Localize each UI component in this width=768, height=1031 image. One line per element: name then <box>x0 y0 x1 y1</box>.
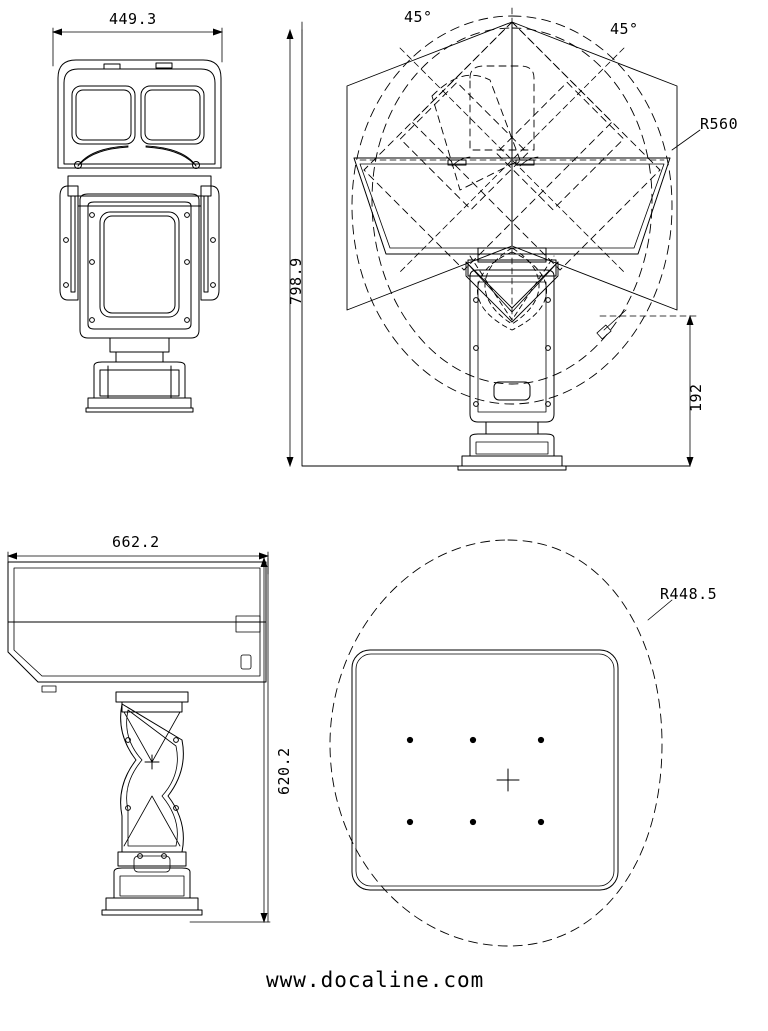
rotation-view-geometry <box>290 8 700 470</box>
dimension-label-798-9: 798.9 <box>287 257 305 305</box>
dimension-label-662-2: 662.2 <box>112 533 160 551</box>
top-view-geometry <box>330 540 672 946</box>
dimension-label-192: 192 <box>687 383 705 412</box>
dimension-label-angle-left: 45° <box>404 8 433 26</box>
front-view-geometry <box>53 28 222 412</box>
dimension-label-angle-right: 45° <box>610 20 639 38</box>
side-view-geometry <box>8 552 270 922</box>
dimension-label-620-2: 620.2 <box>275 747 293 795</box>
dimension-label-r448-5: R448.5 <box>660 585 718 603</box>
watermark-text: www.docaline.com <box>266 968 485 992</box>
dimension-label-r560: R560 <box>700 115 739 133</box>
dimension-label-449-3: 449.3 <box>109 10 157 28</box>
